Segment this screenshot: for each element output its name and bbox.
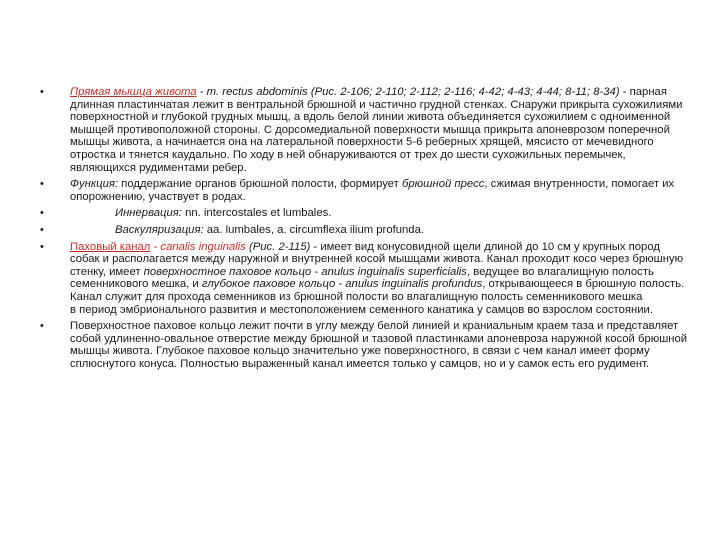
vascularization-label: Васкуляризация:: [115, 223, 204, 236]
bullet-icon: •: [40, 207, 44, 220]
list-item-superficial-ring: [40, 320, 690, 370]
canal-text-4: в период эмбрионального развития и местоположением семенного канатика у самцов во взрослом состоянии.: [70, 303, 653, 316]
bullet-icon: •: [40, 178, 44, 191]
innervation-label: Иннервация:: [115, 207, 182, 220]
canal-text-2: , ведущее во влагалищную полость семенникового мешка, и: [70, 265, 654, 291]
list-item-inguinal-canal: [40, 241, 690, 317]
figure-reference: (Рис. 2-115): [245, 240, 311, 253]
description-text: - парная длинная пластинчатая лежит в вентральной брюшной и частично грудной стенках. Снаружи прикрыта сухожилиями поверхностной и глубокой грудных мышц, а вдоль белой линии живота объединяется сухожилием с одноименной мышцей противоположной стороны. С дорсомедиальной поверхности мышца прикрыта апоневрозом поперечной мышцы живота, а начинается она на латеральной поверхности 5-6 реберных хрящей, мясисто от мечевидного отростка и тянется каудально. По ходу в ней обнаруживаются от трех до шести сухожильных перемычек, являющихся рудиментами ребер.: [70, 86, 683, 174]
list-item-vascularization: [40, 224, 690, 237]
innervation-text: nn. intercostales et lumbales.: [181, 207, 332, 220]
superficial-ring-text: Поверхностное паховое кольцо лежит почти в углу между белой линией и краниальным краем таза и представляет собой удлиненно-овальное отверстие между брюшной и тазовой пластинками апоневроза наружной косой брюшной мышцы живота. Глубокое паховое кольцо значительно уже поверхностного, в связи с чем канал имеет форму сплюснутого конуса. Полностью выраженный канал имеется только у самцов, но и у самок есть его рудимент.: [70, 320, 688, 370]
vascularization-text: aa. lumbales, a. circumflexa ilium profunda.: [203, 223, 425, 236]
bullet-icon: •: [40, 223, 44, 236]
deep-ring: глубокое паховое кольцо - anulus inguinalis profundus: [201, 278, 483, 291]
function-label: Функция:: [70, 178, 119, 191]
latin-reference: - m. rectus abdominis (Рис. 2-106; 2-110; 2-112; 2-116; 4-42; 4-43; 4-44; 8-11; 8-34): [196, 86, 620, 98]
function-emphasis: брюшной пресс: [402, 178, 485, 191]
list-item-innervation: [40, 207, 690, 220]
term-inguinal-canal: Паховый канал: [70, 240, 151, 253]
bullet-list: [40, 86, 690, 370]
bullet-icon: •: [40, 320, 44, 333]
bullet-icon: •: [40, 240, 44, 253]
superficial-ring: поверхностное паховое кольцо - anulus inguinalis superficialis: [143, 265, 467, 278]
list-item-rectus-abdominis: [40, 86, 690, 174]
canal-text-1: - имеет вид конусовидной щели длиной до 10 см у крупных пород собак и располагается между наружной и внутренней косой мышцами живота. Канал проходит косо через брюшную стенку, имеет: [70, 240, 684, 278]
function-text-end: , сжимая внутренности, помогает их опорожнению, участвует в родах.: [70, 178, 675, 203]
term-rectus-abdominis: Прямая мышца живота: [70, 86, 197, 98]
latin-inguinal-canal: - canalis inguinalis: [150, 240, 246, 253]
function-text: поддержание органов брюшной полости, формирует: [118, 178, 402, 191]
list-item-function: [40, 178, 690, 203]
bullet-icon: •: [40, 86, 44, 98]
canal-text-3: , открывающееся в брюшную полость. Канал служит для прохода семенников из брюшной полости во влагалищную полость семенникового мешка: [70, 278, 685, 303]
